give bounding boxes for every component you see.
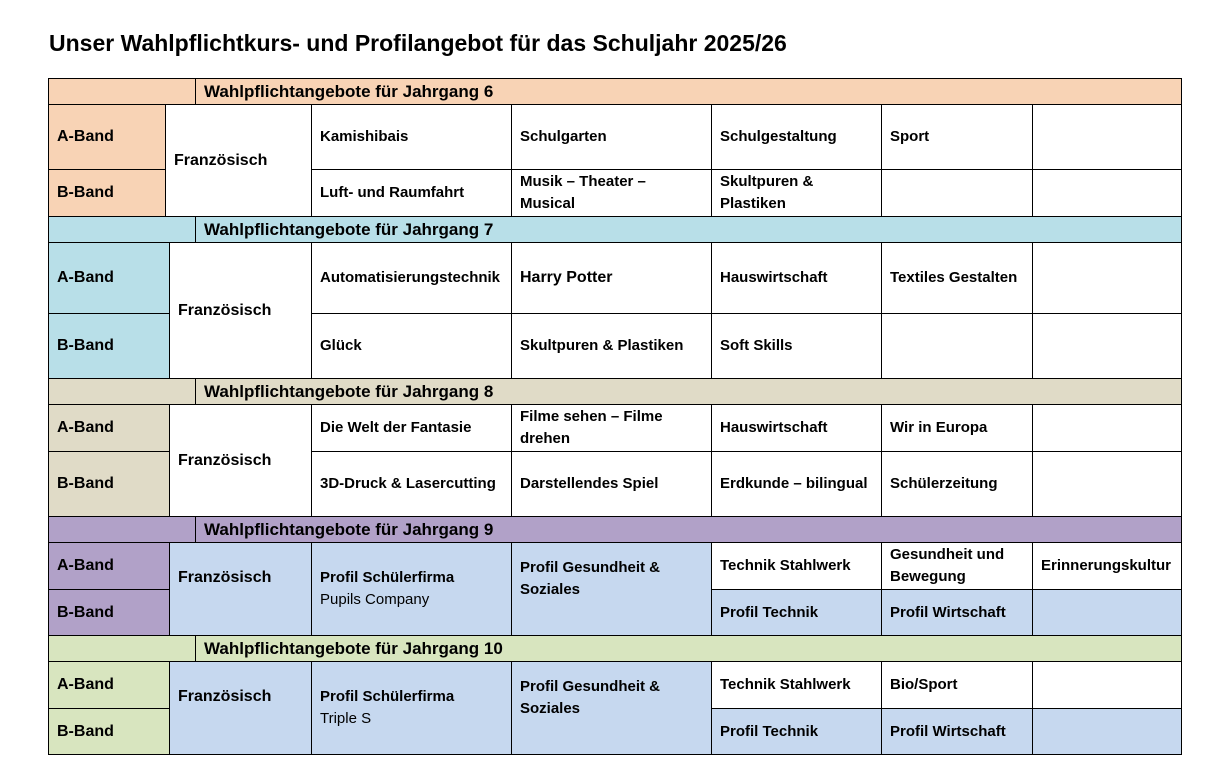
j7-b-2: Skultpuren & Plastiken [511, 313, 712, 379]
j10-header: Wahlpflichtangebote für Jahrgang 10 [195, 635, 1182, 662]
j7-b-band: B-Band [48, 313, 170, 379]
j9-b-empty [1032, 589, 1182, 636]
j10-profil-gesundheit: Profil Gesundheit & Soziales [511, 661, 712, 755]
j6-b-empty-2 [1032, 169, 1182, 217]
j9-franzoesisch: Französisch [169, 542, 312, 636]
j8-b-2: Darstellendes Spiel [511, 451, 712, 517]
j6-a-4: Sport [881, 104, 1033, 170]
j7-franzoesisch: Französisch [169, 242, 312, 379]
j7-b-empty-2 [1032, 313, 1182, 379]
j10-a-1: Technik Stahlwerk [711, 661, 882, 709]
j9-b-1: Profil Technik [711, 589, 882, 636]
j7-header: Wahlpflichtangebote für Jahrgang 7 [195, 216, 1182, 243]
j10-b-1: Profil Technik [711, 708, 882, 755]
j6-b-2: Musik – Theater – Musical [511, 169, 712, 217]
j8-b-band: B-Band [48, 451, 170, 517]
j10-a-2: Bio/Sport [881, 661, 1033, 709]
j10-profil-schuelerfirma [311, 661, 512, 755]
j7-a-3: Hauswirtschaft [711, 242, 882, 314]
j7-a-1: Automatisierungstechnik [311, 242, 512, 314]
j9-b-2: Profil Wirtschaft [881, 589, 1033, 636]
j6-a-empty [1032, 104, 1182, 170]
j8-a-3: Hauswirtschaft [711, 404, 882, 452]
j8-a-band: A-Band [48, 404, 170, 452]
j7-a-2: Harry Potter [511, 242, 712, 314]
j8-a-1: Die Welt der Fantasie [311, 404, 512, 452]
j8-header-blank [48, 378, 196, 405]
j10-profile1-label: Profil Schülerfirma [320, 688, 455, 705]
j8-b-4: Schülerzeitung [881, 451, 1033, 517]
j7-b-3: Soft Skills [711, 313, 882, 379]
j10-b-band: B-Band [48, 708, 170, 755]
j10-a-empty [1032, 661, 1182, 709]
j6-a-band: A-Band [48, 104, 166, 170]
j8-b-empty [1032, 451, 1182, 517]
j7-a-empty [1032, 242, 1182, 314]
j9-b-band: B-Band [48, 589, 170, 636]
j6-header: Wahlpflichtangebote für Jahrgang 6 [195, 78, 1182, 105]
j9-profil-gesundheit: Profil Gesundheit & Soziales [511, 542, 712, 636]
j10-a-band: A-Band [48, 661, 170, 709]
j6-b-band: B-Band [48, 169, 166, 217]
j6-b-empty-1 [881, 169, 1033, 217]
j8-b-3: Erdkunde – bilingual [711, 451, 882, 517]
j8-franzoesisch: Französisch [169, 404, 312, 517]
j7-b-empty-1 [881, 313, 1033, 379]
j9-a-2: Gesundheit und Bewegung [881, 542, 1033, 590]
j6-franzoesisch: Französisch [165, 104, 312, 217]
j10-b-empty [1032, 708, 1182, 755]
j9-header-blank [48, 516, 196, 543]
j9-a-1: Technik Stahlwerk [711, 542, 882, 590]
j10-b-2: Profil Wirtschaft [881, 708, 1033, 755]
j9-a-band: A-Band [48, 542, 170, 590]
j6-a-1: Kamishibais [311, 104, 512, 170]
j9-profil-schuelerfirma [311, 542, 512, 636]
j9-profile1-sub: Pupils Company [320, 591, 430, 608]
page-title: Unser Wahlpflichtkurs- und Profilangebot für das Schuljahr 2025/26 [49, 30, 787, 56]
j8-a-2: Filme sehen – Filme drehen [511, 404, 712, 452]
j10-header-blank [48, 635, 196, 662]
j7-a-band: A-Band [48, 242, 170, 314]
j8-a-4: Wir in Europa [881, 404, 1033, 452]
j6-a-3: Schulgestaltung [711, 104, 882, 170]
j7-b-1: Glück [311, 313, 512, 379]
j6-a-2: Schulgarten [511, 104, 712, 170]
j9-profile1-label: Profil Schülerfirma [320, 569, 455, 586]
j8-header: Wahlpflichtangebote für Jahrgang 8 [195, 378, 1182, 405]
j7-a-4: Textiles Gestalten [881, 242, 1033, 314]
j7-header-blank [48, 216, 196, 243]
j9-header: Wahlpflichtangebote für Jahrgang 9 [195, 516, 1182, 543]
j10-profile1-sub: Triple S [320, 710, 372, 727]
j6-b-3: Skultpuren & Plastiken [711, 169, 882, 217]
j8-b-1: 3D-Druck & Lasercutting [311, 451, 512, 517]
j8-a-empty [1032, 404, 1182, 452]
j6-b-1: Luft- und Raumfahrt [311, 169, 512, 217]
j9-a-3: Erinnerungskultur [1032, 542, 1182, 590]
j10-franzoesisch: Französisch [169, 661, 312, 755]
j6-header-blank [48, 78, 196, 105]
